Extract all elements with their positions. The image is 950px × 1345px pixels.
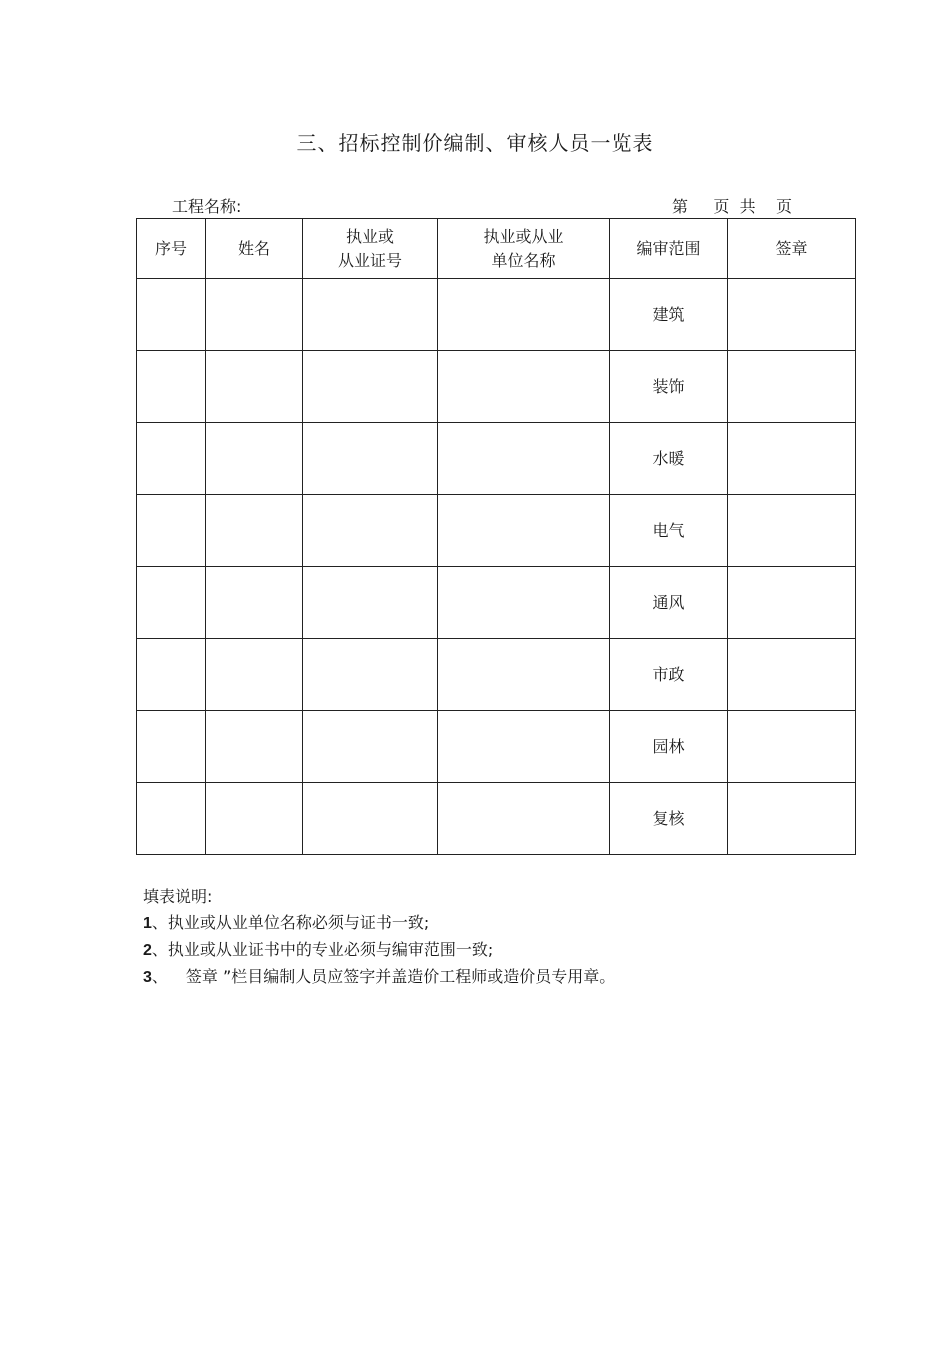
table-row xyxy=(137,351,856,423)
page-number-info: 第 页 共 页 xyxy=(672,197,792,216)
table-row xyxy=(137,711,856,783)
sign-cell xyxy=(728,783,856,855)
note-number: 3 xyxy=(143,969,152,986)
header-seq: 序号 xyxy=(137,219,206,279)
name-cell xyxy=(206,639,303,711)
unit-cell xyxy=(438,495,610,567)
sign-cell xyxy=(728,711,856,783)
note-number: 1 xyxy=(143,915,152,932)
scope-cell: 复核 xyxy=(610,783,728,855)
sign-cell xyxy=(728,351,856,423)
unit-cell xyxy=(438,639,610,711)
unit-cell xyxy=(438,567,610,639)
sign-cell xyxy=(728,639,856,711)
note-separator: 、 xyxy=(151,967,168,986)
table-row xyxy=(137,495,856,567)
note-text: 、执业或从业单位名称必须与证书一致; xyxy=(151,913,430,932)
table-row xyxy=(137,567,856,639)
seq-cell xyxy=(137,711,206,783)
name-cell xyxy=(206,279,303,351)
personnel-table xyxy=(136,218,856,855)
table-row xyxy=(137,423,856,495)
scope-cell: 水暖 xyxy=(610,423,728,495)
seq-cell xyxy=(137,783,206,855)
cert-cell xyxy=(303,495,438,567)
note-text: 、执业或从业证书中的专业必须与编审范围一致; xyxy=(151,940,494,959)
name-cell xyxy=(206,495,303,567)
table-row xyxy=(137,639,856,711)
table-header-row xyxy=(137,219,856,279)
seq-cell xyxy=(137,351,206,423)
cert-cell xyxy=(303,351,438,423)
cert-cell xyxy=(303,567,438,639)
unit-cell xyxy=(438,423,610,495)
scope-cell: 装饰 xyxy=(610,351,728,423)
unit-cell xyxy=(438,351,610,423)
header-cert-line2: 从业证号 xyxy=(337,250,402,270)
seq-cell xyxy=(137,567,206,639)
notes-heading: 填表说明: xyxy=(143,887,213,906)
scope-cell: 园林 xyxy=(610,711,728,783)
cert-cell xyxy=(303,711,438,783)
header-unit-line1: 执业或从业 xyxy=(483,226,564,246)
page-title: 三、招标控制价编制、审核人员一览表 xyxy=(296,131,654,155)
unit-cell xyxy=(438,711,610,783)
sign-cell xyxy=(728,567,856,639)
sign-cell xyxy=(728,423,856,495)
scope-cell: 市政 xyxy=(610,639,728,711)
cert-cell xyxy=(303,783,438,855)
seq-cell xyxy=(137,279,206,351)
scope-cell: 建筑 xyxy=(610,279,728,351)
cert-cell xyxy=(303,279,438,351)
name-cell xyxy=(206,783,303,855)
project-name-label: 工程名称: xyxy=(172,197,242,216)
note-number: 2 xyxy=(143,942,152,959)
seq-cell xyxy=(137,423,206,495)
header-cert-line1: 执业或 xyxy=(345,226,394,246)
name-cell xyxy=(206,423,303,495)
unit-cell xyxy=(438,279,610,351)
name-cell xyxy=(206,351,303,423)
header-scope: 编审范围 xyxy=(610,219,728,279)
header-cert xyxy=(303,219,438,279)
form-notes xyxy=(143,884,615,991)
header-unit xyxy=(438,219,610,279)
note-item xyxy=(143,937,615,964)
note-item xyxy=(143,964,615,991)
sign-cell xyxy=(728,495,856,567)
seq-cell xyxy=(137,639,206,711)
name-cell xyxy=(206,711,303,783)
note-text: 签章 ”栏目编制人员应签字并盖造价工程师或造价员专用章。 xyxy=(185,967,616,986)
header-sign: 签章 xyxy=(728,219,856,279)
sign-cell xyxy=(728,279,856,351)
name-cell xyxy=(206,567,303,639)
unit-cell xyxy=(438,783,610,855)
scope-cell: 通风 xyxy=(610,567,728,639)
table-row xyxy=(137,783,856,855)
table-row xyxy=(137,279,856,351)
scope-cell: 电气 xyxy=(610,495,728,567)
seq-cell xyxy=(137,495,206,567)
cert-cell xyxy=(303,639,438,711)
header-unit-line2: 单位名称 xyxy=(491,250,556,270)
cert-cell xyxy=(303,423,438,495)
note-item xyxy=(143,910,615,937)
header-name: 姓名 xyxy=(206,219,303,279)
